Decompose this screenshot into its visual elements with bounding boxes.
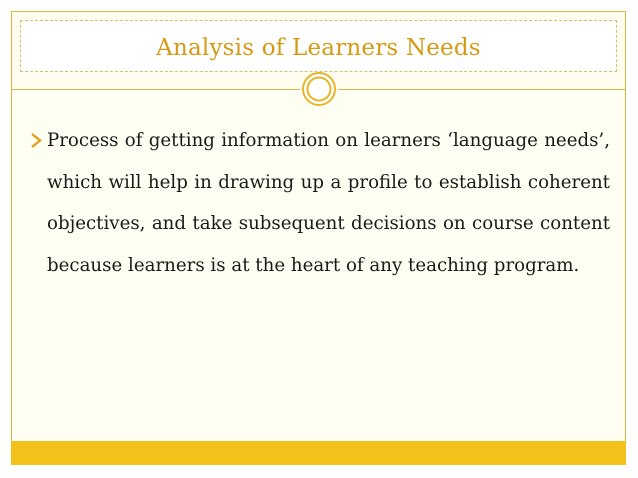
divider-line-left: [11, 89, 300, 90]
bullet-item: [30, 120, 610, 286]
ornament-circle-icon: [301, 71, 337, 107]
bullet-text: Process of getting information on learners ‘language needs’, which will help in drawing up a profile to establish coherent objectives, and take subsequent decisions on course content because learners is at the heart of any teaching program.: [47, 130, 610, 276]
divider-line-right: [338, 89, 626, 90]
bullet-list: [30, 120, 610, 286]
footer-bar: [11, 441, 626, 465]
slide-title: Analysis of Learners Needs: [156, 35, 481, 61]
arrow-bullet-icon: [30, 120, 44, 161]
title-placeholder: [20, 20, 617, 72]
